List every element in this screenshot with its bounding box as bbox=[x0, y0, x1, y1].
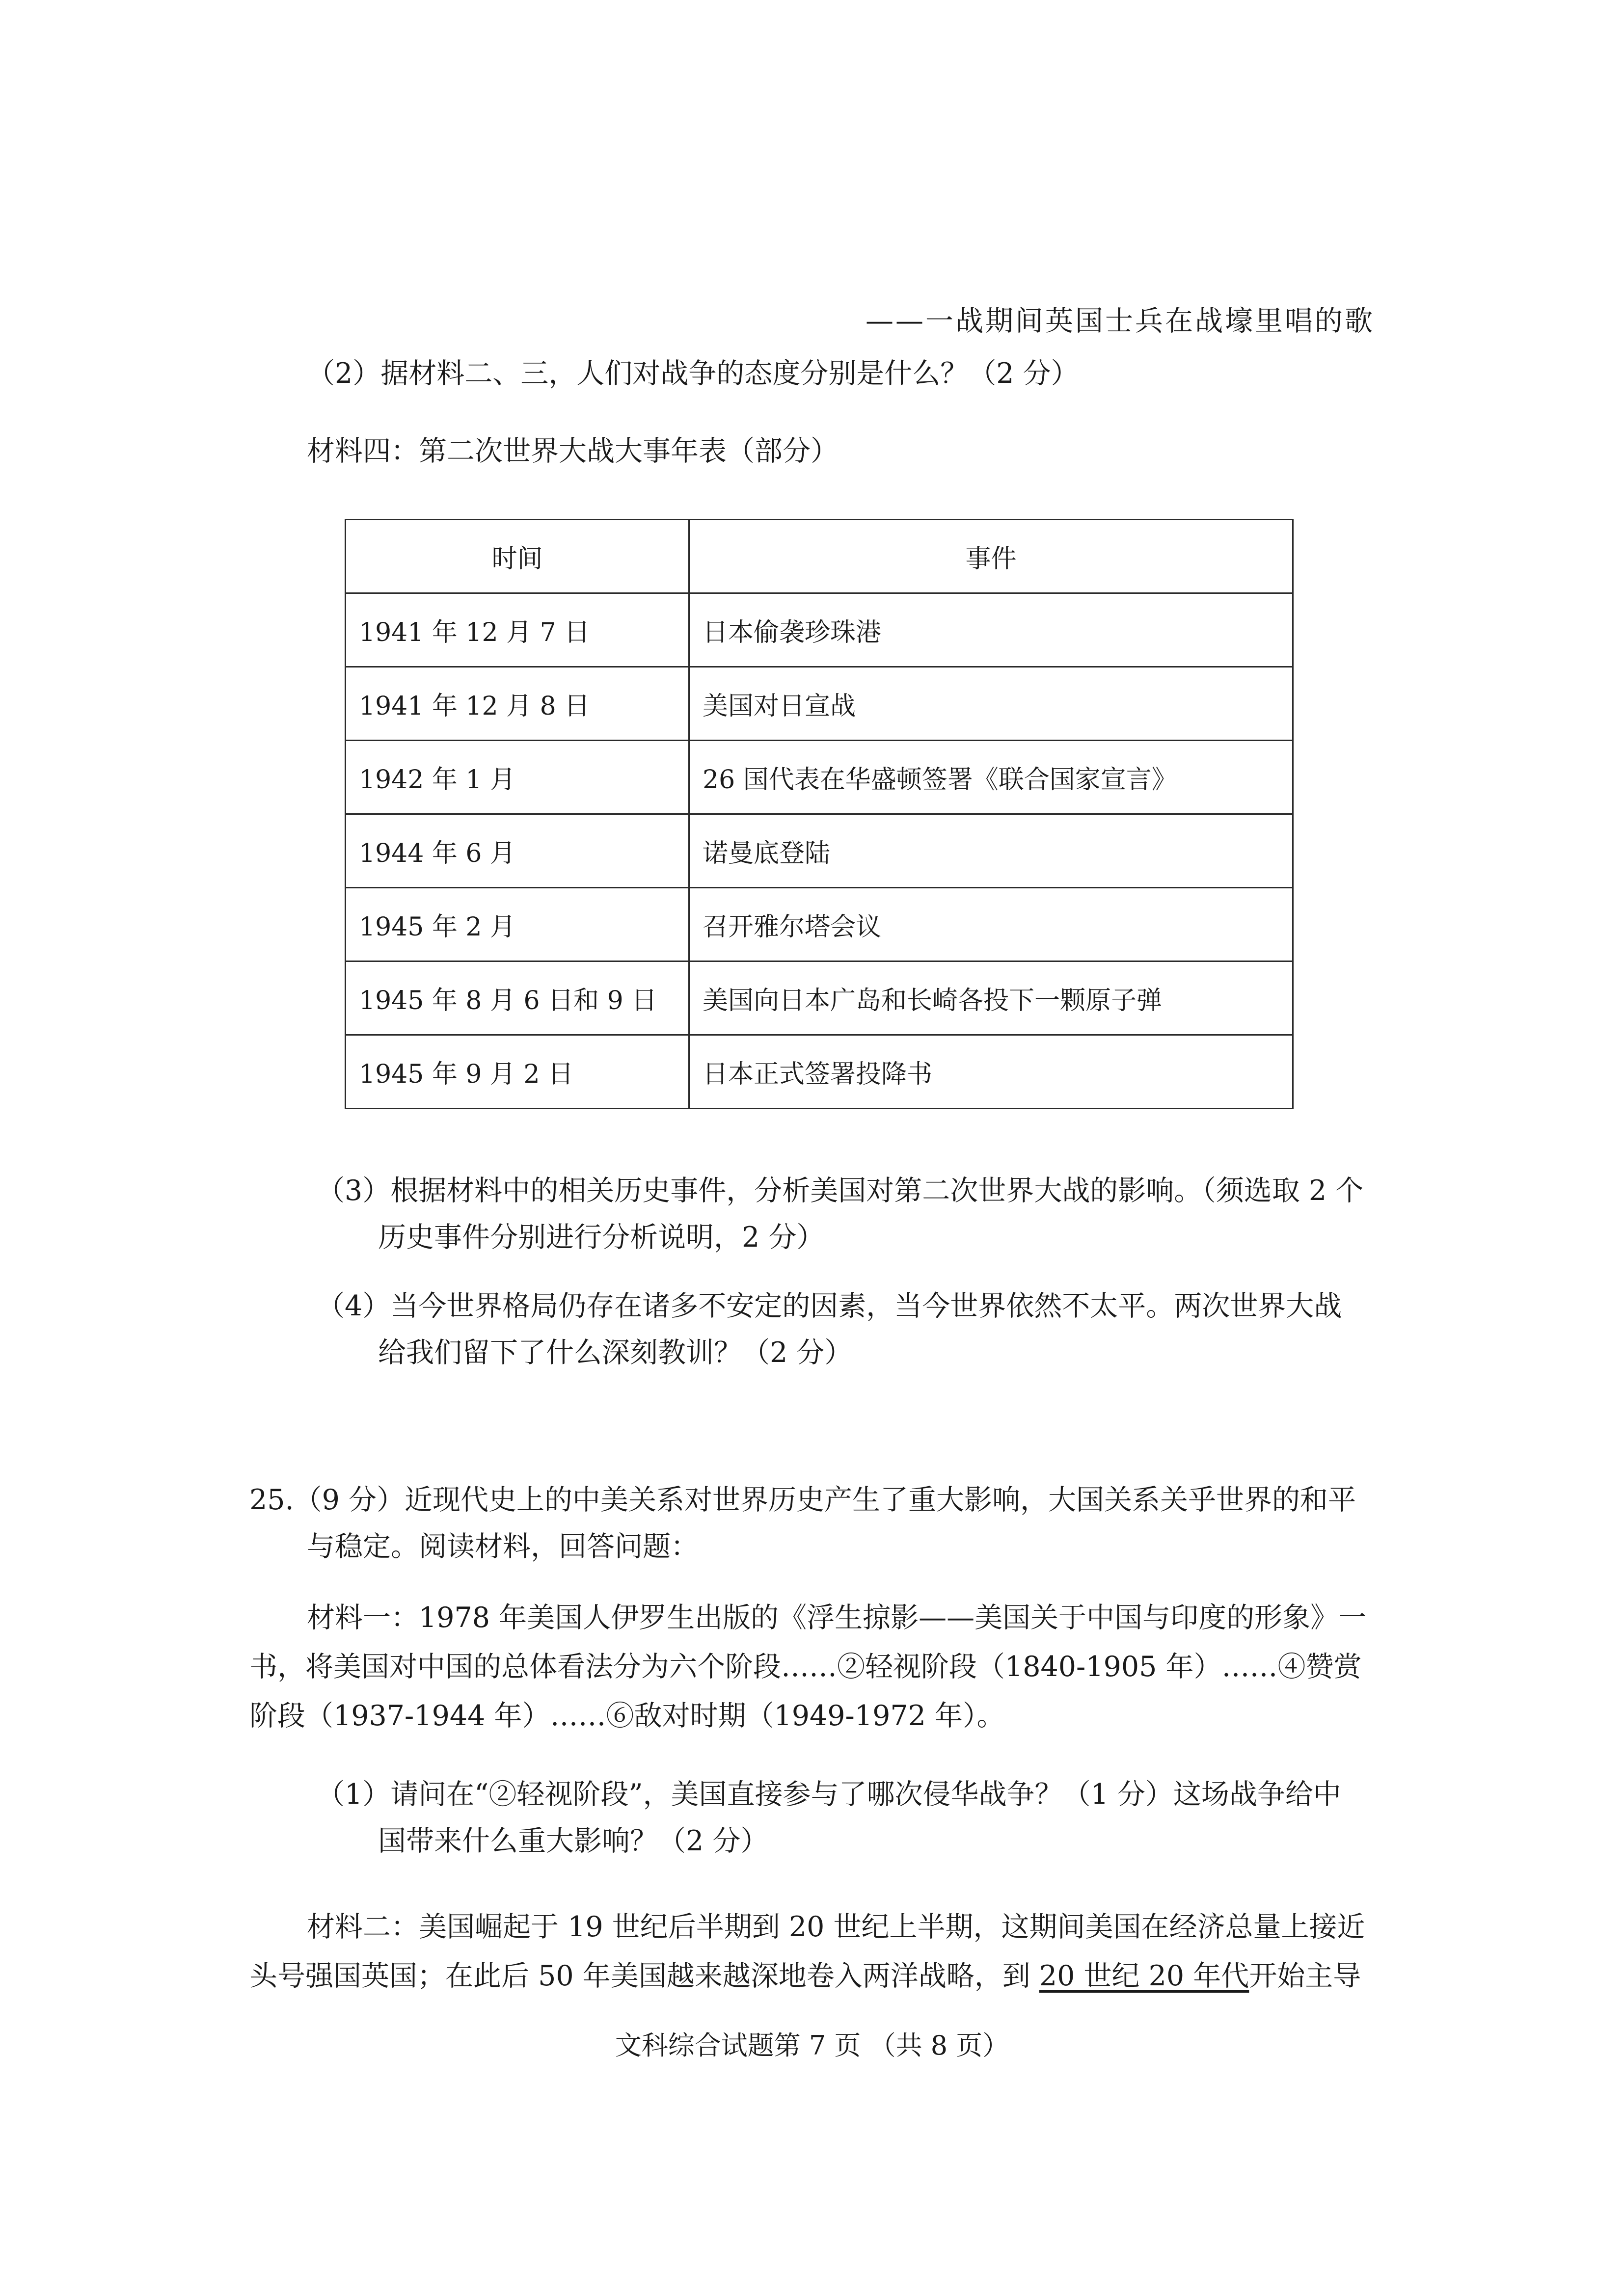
question-25-line: 25.（9 分）近现代史上的中美关系对世界历史产生了重大影响，大国关系关乎世界的和平 bbox=[249, 1484, 1356, 1516]
table-cell-time: 1944 年 6 月 bbox=[346, 814, 689, 888]
material-1-line: 阶段（1937-1944 年）……⑥敌对时期（1949-1972 年）。 bbox=[249, 1700, 1005, 1732]
material-2-line bbox=[249, 1958, 1361, 1994]
table-cell-time: 1945 年 2 月 bbox=[346, 888, 689, 961]
table-header-row bbox=[346, 520, 1293, 593]
material-2-line: 材料二：美国崛起于 19 世纪后半期到 20 世纪上半期，这期间美国在经济总量上接近 bbox=[307, 1911, 1365, 1943]
table-row bbox=[346, 741, 1293, 814]
table-cell-time: 1941 年 12 月 8 日 bbox=[346, 667, 689, 741]
song-attribution: ——一战期间英国士兵在战壕里唱的歌 bbox=[866, 305, 1375, 337]
material-1-line: 材料一：1978 年美国人伊罗生出版的《浮生掠影——美国关于中国与印度的形象》一 bbox=[307, 1602, 1367, 1634]
table-row bbox=[346, 1035, 1293, 1109]
material-4-title: 材料四：第二次世界大战大事年表（部分） bbox=[307, 435, 839, 467]
question-3-line: （3）根据材料中的相关历史事件，分析美国对第二次世界大战的影响。（须选取 2 个 bbox=[317, 1175, 1364, 1207]
page-footer: 文科综合试题第 7 页 （共 8 页） bbox=[615, 2030, 1009, 2061]
table-cell-event: 26 国代表在华盛顿签署《联合国家宣言》 bbox=[689, 741, 1293, 814]
table-cell-time: 1942 年 1 月 bbox=[346, 741, 689, 814]
table-cell-event: 美国向日本广岛和长崎各投下一颗原子弹 bbox=[689, 961, 1293, 1035]
material-1-line: 书，将美国对中国的总体看法分为六个阶段……②轻视阶段（1840-1905 年）……④赞赏 bbox=[249, 1651, 1362, 1683]
table-cell-event: 召开雅尔塔会议 bbox=[689, 888, 1293, 961]
table-cell-time: 1945 年 9 月 2 日 bbox=[346, 1035, 689, 1109]
table-cell-time: 1945 年 8 月 6 日和 9 日 bbox=[346, 961, 689, 1035]
underlined-text: 20 世纪 20 年代 bbox=[1039, 1960, 1249, 1992]
question-4-line: （4）当今世界格局仍存在诸多不安定的因素，当今世界依然不太平。两次世界大战 bbox=[317, 1290, 1342, 1322]
question-4-line: 给我们留下了什么深刻教训？（2 分） bbox=[378, 1336, 853, 1369]
table-cell-event: 日本偷袭珍珠港 bbox=[689, 593, 1293, 667]
material-2-text: 开始主导 bbox=[1249, 1960, 1361, 1992]
table-header-event: 事件 bbox=[689, 520, 1293, 593]
question-3-line: 历史事件分别进行分析说明，2 分） bbox=[378, 1221, 825, 1254]
table-row bbox=[346, 888, 1293, 961]
table-header-time: 时间 bbox=[346, 520, 689, 593]
table-row bbox=[346, 667, 1293, 741]
table-row bbox=[346, 814, 1293, 888]
question-25-line: 与稳定。阅读材料，回答问题： bbox=[307, 1530, 699, 1563]
ww2-events-table bbox=[345, 519, 1294, 1109]
table-cell-event: 日本正式签署投降书 bbox=[689, 1035, 1293, 1109]
table-row bbox=[346, 961, 1293, 1035]
table-cell-event: 诺曼底登陆 bbox=[689, 814, 1293, 888]
table-row bbox=[346, 593, 1293, 667]
question-1-line: 国带来什么重大影响？（2 分） bbox=[378, 1825, 769, 1857]
question-1-line: （1）请问在“②轻视阶段”，美国直接参与了哪次侵华战争？（1 分）这场战争给中 bbox=[317, 1778, 1341, 1811]
table-cell-event: 美国对日宣战 bbox=[689, 667, 1293, 741]
question-2: （2）据材料二、三，人们对战争的态度分别是什么？（2 分） bbox=[307, 357, 1079, 390]
material-2-text: 头号强国英国；在此后 50 年美国越来越深地卷入两洋战略，到 bbox=[249, 1960, 1039, 1992]
table-cell-time: 1941 年 12 月 7 日 bbox=[346, 593, 689, 667]
